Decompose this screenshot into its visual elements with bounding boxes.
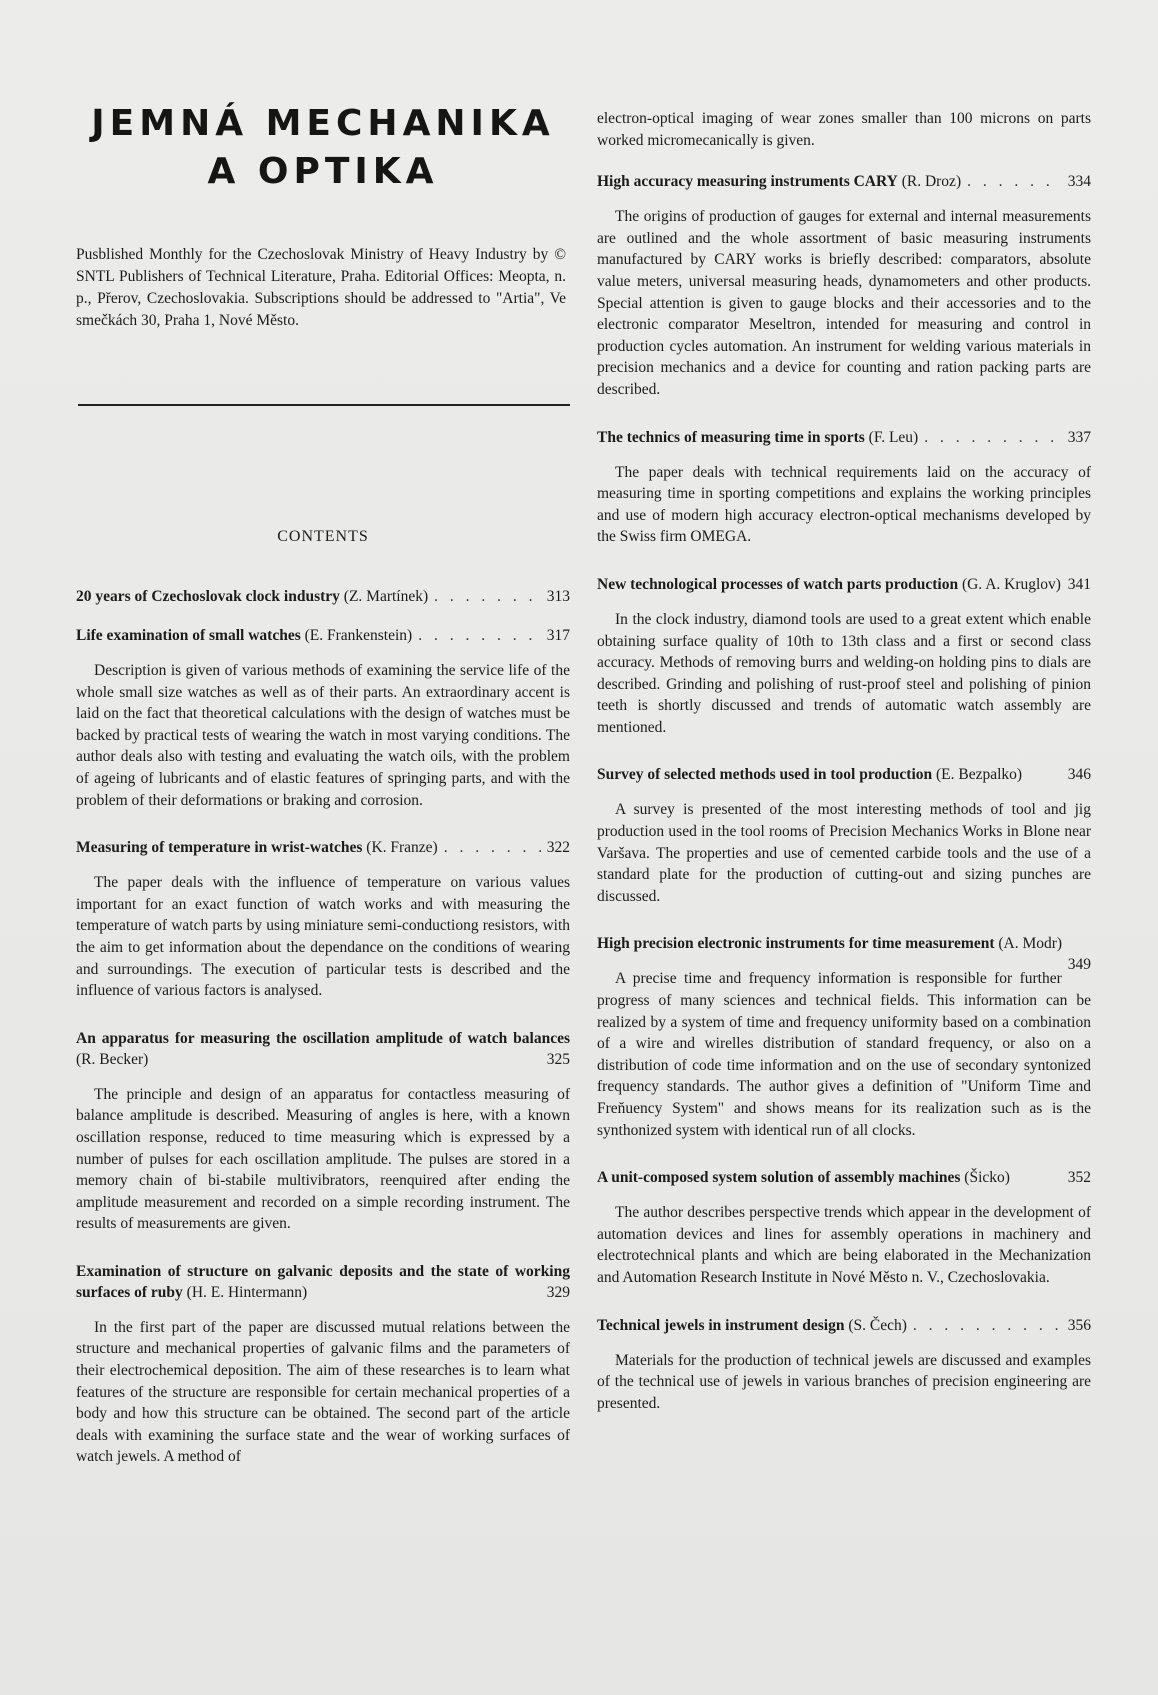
contents-entry	[76, 586, 570, 607]
entry-author: (K. Franze)	[366, 839, 438, 857]
entry-title: Examination of structure on galvanic deposits and the state of working surfaces of ruby	[76, 1262, 570, 1301]
entry-author: (Šicko)	[964, 1169, 1010, 1187]
entry-page-number: 325	[546, 1050, 570, 1068]
left-column	[76, 100, 570, 1494]
entry-author: (G. A. Kruglov)	[961, 575, 1061, 593]
entry-page-number: 337	[1067, 428, 1091, 446]
journal-title	[76, 100, 570, 196]
entry-title: High precision electronic instruments for time measurement	[597, 935, 995, 953]
contents-entry	[597, 574, 1091, 739]
entry-page-number: 349	[1067, 956, 1091, 974]
contents-entry	[597, 427, 1091, 548]
leader-dots	[418, 625, 541, 646]
journal-title-line-2: A OPTIKA	[207, 151, 439, 192]
leader-dots	[967, 171, 1062, 192]
entry-author: (S. Čech)	[848, 1316, 907, 1334]
right-column	[597, 108, 1091, 1440]
contents-entry	[597, 1167, 1091, 1288]
entry-page-number: 341	[1067, 575, 1091, 593]
entry-title: New technological processes of watch parts production	[597, 575, 959, 593]
entry-title: Life examination of small watches	[76, 627, 301, 644]
entry-author: (E. Bezpalko)	[936, 766, 1023, 784]
entry-page-number: 352	[1067, 1169, 1091, 1187]
entry-author: (E. Frankenstein)	[304, 627, 413, 644]
contents-entry	[597, 933, 1091, 1141]
entry-page-number: 334	[1067, 173, 1091, 191]
entry-page-number: 322	[546, 839, 570, 857]
entry-author: (F. Leu)	[868, 428, 919, 446]
entry-title: Measuring of temperature in wrist-watches	[76, 839, 363, 857]
entry-author: (R. Becker)	[76, 1050, 149, 1068]
contents-entry	[597, 764, 1091, 907]
entry-abstract: A precise time and frequency information is responsible for further progress of many sciences and technical fields. This information can be realized by a system of time and frequency uniformity based on a combination of a wire and wirelles distribution of standard frequency, or also on a distribution of code time information and on the use of secondary syntonized frequency standards. The author gives a definition of "Uniform Time and Freňuency System" and shows means for its realization such as is the synthonized system with identical run of all clocks.	[597, 970, 1091, 1139]
contents-entry	[76, 837, 570, 1002]
entry-abstract: The paper deals with technical requirements laid on the accuracy of measuring time in sporting competitions and explains the working principles and use of modern high accuracy electron-optical mechanisms developed by the Swiss firm OMEGA.	[597, 463, 1091, 546]
entry-title: An apparatus for measuring the oscillation amplitude of watch balances	[76, 1029, 570, 1047]
entry-abstract: In the clock industry, diamond tools are used to a great extent which enable obtaining surface quality of 10th to 13th class and a first or second class accuracy. Methods of removing burrs and welding-on holding pins to dials are described. Grinding and polishing of rust-proof steel and polishing of pinion teeth is shortly discussed and trends of automatic watch assembly are mentioned.	[597, 610, 1091, 736]
entry-title: 20 years of Czechoslovak clock industry	[76, 588, 340, 605]
entry-page-number: 317	[546, 627, 570, 644]
contents-entry	[76, 1028, 570, 1235]
entry-abstract: Materials for the production of technical jewels are discussed and examples of the technical use of jewels in various branches of precision engineering are presented.	[597, 1351, 1091, 1412]
contents-entry	[76, 1261, 570, 1468]
entry-author: (A. Modr)	[998, 935, 1063, 953]
masthead-text: Pusblished Monthly for the Czechoslovak Ministry of Heavy Industry by © SNTL Publishers of Technical Literature, Praha. Editorial Offices: Meopta, n. p., Přerov, Czechoslovakia. Subscriptions should be addressed to "Artia", Ve smečkách 30, Praha 1, Nové Město.	[76, 246, 566, 329]
entry-abstract: The author describes perspective trends which appear in the development of automation devices and lines for assembly operations in machinery and electrotechnical plants and which are being elaborated in the Mechanization and Automation Research Institute in Nové Město n. V., Czechoslovakia.	[597, 1204, 1091, 1286]
leader-dots	[434, 586, 541, 607]
contents-heading: CONTENTS	[277, 528, 369, 545]
entry-page-number: 346	[1067, 766, 1091, 784]
entry-title: The technics of measuring time in sports	[597, 428, 865, 446]
entry-author: (Z. Martínek)	[343, 588, 429, 605]
leader-dots	[913, 1315, 1062, 1336]
contents-entry	[597, 171, 1091, 400]
journal-title-line-1: JEMNÁ MECHANIKA	[91, 103, 555, 144]
entry-abstract: Description is given of various methods of examining the service life of the whole small size watches as well as of their parts. An extraordinary accent is laid on the fact that theoretical calculations with the design of watches must be backed by practical tests of wearing the watch in most varying conditions. The author deals also with testing and evaluating the watch oils, with the problem of ageing of lubricants and of elastic features of springing parts, and with the problem of their deformations or braking and corrosion.	[76, 662, 570, 809]
entry-title: A unit-composed system solution of assembly machines	[597, 1169, 961, 1187]
entry-abstract: A survey is presented of the most interesting methods of tool and jig production used in the tool rooms of Precision Mechanics Works in Blone near Varšava. The properties and use of cemented carbide tools and the use of a standard plate for the production of cutting-out and sizing punches are discussed.	[597, 801, 1091, 905]
abstract-continuation: electron-optical imaging of wear zones smaller than 100 microns on parts worked micromecanically is given.	[597, 110, 1091, 149]
leader-dots	[444, 837, 541, 858]
entry-page-number: 313	[546, 588, 570, 605]
entry-title: Technical jewels in instrument design	[597, 1316, 845, 1334]
contents-entry	[597, 1315, 1091, 1415]
divider-rule	[78, 404, 570, 406]
entry-page-number: 329	[546, 1283, 570, 1301]
entry-abstract: In the first part of the paper are discussed mutual relations between the structure and mechanical properties of galvanic films and the parameters of their electrochemical deposition. The aim of these researches is to learn what features of the structure are responsible for certain mechanical properties of a body and how this structure can be obtained. The second part of the article deals with examining the surface state and the wear of working surfaces of watch jewels. A method of	[76, 1318, 570, 1466]
entry-author: (R. Droz)	[901, 173, 962, 191]
leader-dots	[924, 427, 1062, 448]
entry-title: Survey of selected methods used in tool production	[597, 766, 933, 784]
entry-title: High accuracy measuring instruments CARY	[597, 173, 898, 191]
entry-abstract: The principle and design of an apparatus for contactless measuring of balance amplitude is described. Measuring of angles is here, with a known oscillation response, reduced to time measuring which is expressed by a number of pulses for each oscillation amplitude. The pulses are stored in a memory chain of bi-stabile multivibrators, reenquired after ending the amplitude measurement and recorded on a simple recording instrument. The results of measurements are given.	[76, 1085, 570, 1233]
entry-abstract: The paper deals with the influence of temperature on various values important for an exact function of watch works and with measuring the temperature of watch parts by using miniature semi-conductiong resistors, with the aim to get information about the dependance on the conditions of wearing and surroundings. The execution of particular tests is described and the influence of various factors is analysed.	[76, 874, 570, 1000]
entry-page-number: 356	[1067, 1316, 1091, 1334]
contents-entry	[76, 625, 570, 811]
entry-author: (H. E. Hintermann)	[186, 1283, 308, 1301]
entry-abstract: The origins of production of gauges for external and internal measurements are outlined and the whole assortment of basic measuring instruments manufactured by CARY works is briefly described: comparators, absolute value meters, universal measuring heads, dynamometers and other products. Special attention is given to gauge blocks and their accessories and to the electronic comparator Meseltron, intended for measuring and control in production cycles automation. An instrument for welding various materials in precision mechanics and a device for counting and ration packing parts are described.	[597, 208, 1091, 398]
